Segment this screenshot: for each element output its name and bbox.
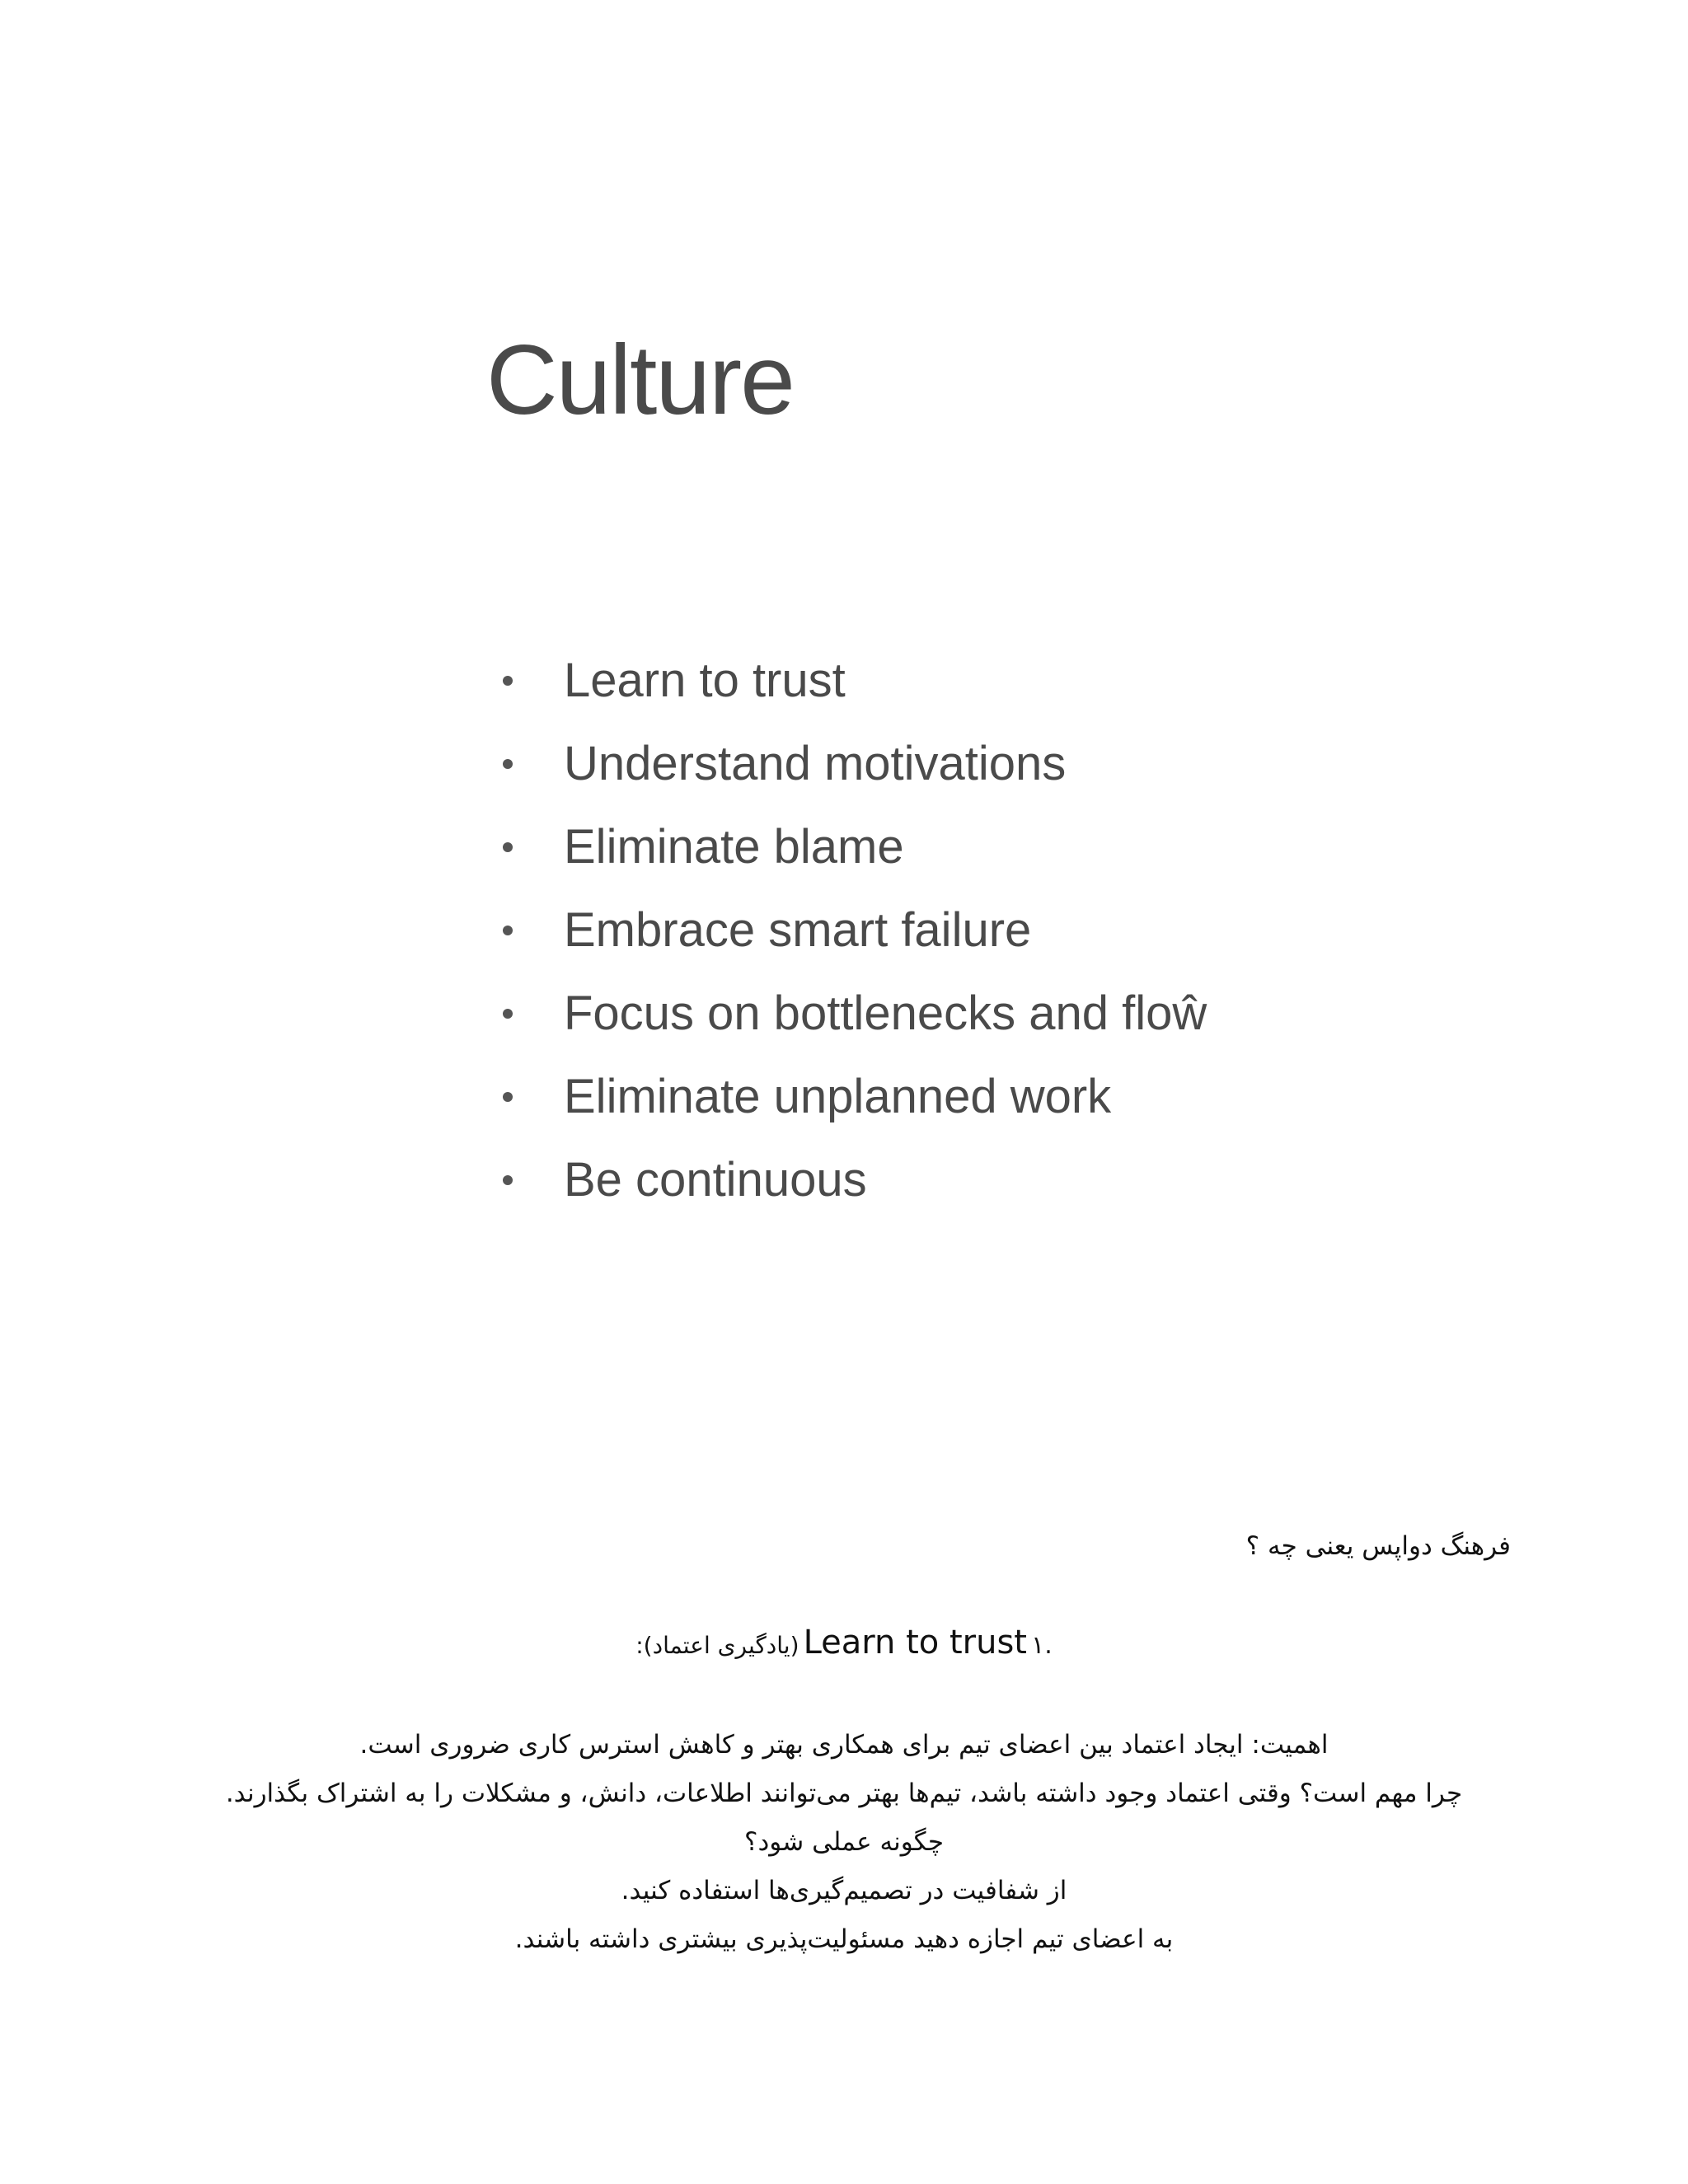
body-line-responsibility: به اعضای تیم اجازه دهید مسئولیت‌پذیری بیشتری داشته باشند. (514, 1924, 1174, 1954)
body-text (0, 1721, 1688, 1964)
bullet-dot (503, 759, 513, 769)
body-line-importance: اهمیت: ایجاد اعتماد بین اعضای تیم برای همکاری بهتر و کاهش استرس کاری ضروری است. (359, 1730, 1329, 1760)
section-heading (0, 1624, 1688, 1661)
bullet-dot (503, 1009, 513, 1019)
heading-number: .۱ (1031, 1631, 1053, 1660)
bullet-text: Focus on bottlenecks and floŵ (564, 987, 1207, 1040)
bullet-item (503, 1055, 1207, 1138)
bullet-text: Eliminate unplanned work (564, 1070, 1112, 1123)
body-line-how: چگونه عملی شود؟ (743, 1827, 945, 1857)
bullet-text: Learn to trust (564, 654, 846, 707)
bullet-item (503, 888, 1207, 972)
bullet-dot (503, 926, 513, 935)
body-line-transparency: از شفافیت در تصمیم‌گیری‌ها استفاده کنید. (621, 1876, 1067, 1905)
bullet-dot (503, 1175, 513, 1185)
bullet-text: Be continuous (564, 1153, 867, 1207)
heading-persian: (یادگیری اعتماد): (635, 1632, 799, 1659)
bullet-item (503, 722, 1207, 805)
bullet-dot (503, 842, 513, 852)
bullet-text: Embrace smart failure (564, 903, 1032, 957)
bullet-dot (503, 1092, 513, 1102)
bullet-item (503, 972, 1207, 1055)
body-line-why: چرا مهم است؟ وقتی اعتماد وجود داشته باشد، تیم‌ها بهتر می‌توانند اطلاعات، دانش، و مشکلات را به اشتراک بگذارند. (225, 1779, 1463, 1808)
slide-image (462, 280, 1220, 1269)
bullet-dot (503, 676, 513, 686)
bullet-text: Understand motivations (564, 737, 1067, 790)
bullet-text: Eliminate blame (564, 820, 904, 874)
heading-english: Learn to trust (803, 1624, 1027, 1661)
bullet-item (503, 639, 1207, 722)
question-heading: فرهنگ دواپس یعنی چه ؟ (1245, 1531, 1511, 1561)
bullet-list (503, 639, 1207, 1221)
slide-title: Culture (486, 325, 794, 435)
bullet-item (503, 1138, 1207, 1221)
bullet-item (503, 805, 1207, 888)
